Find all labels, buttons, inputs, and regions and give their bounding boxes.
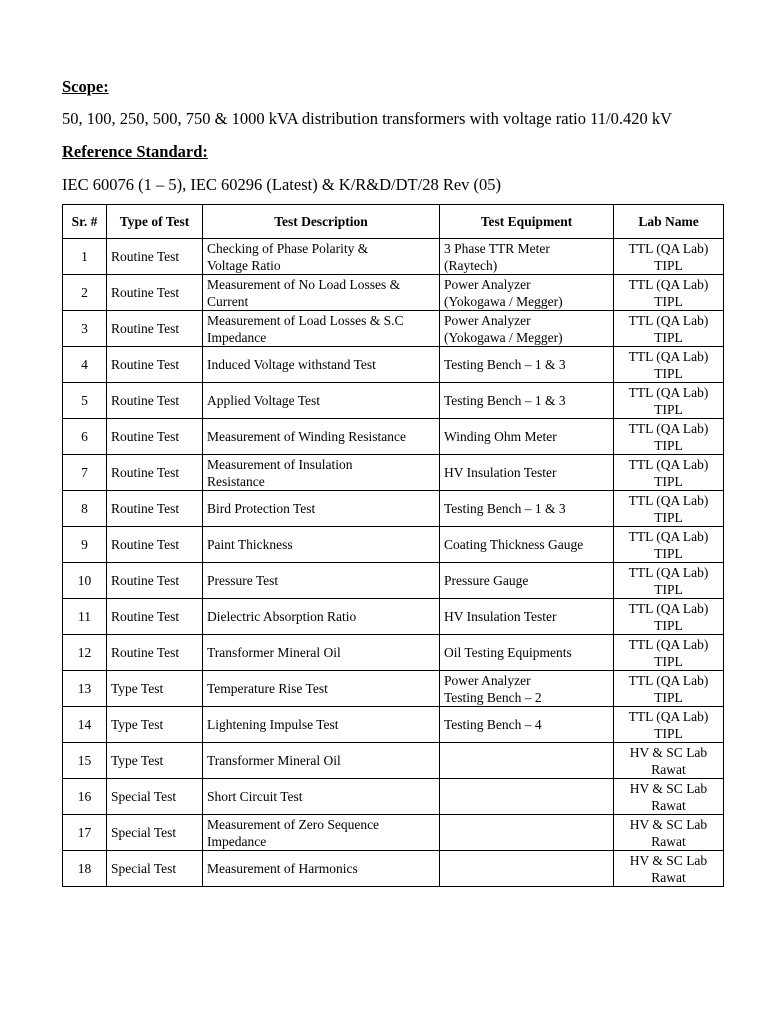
cell-type-of-test: Routine Test bbox=[107, 275, 203, 311]
cell-lab-name-line: TTL (QA Lab) bbox=[628, 312, 709, 328]
cell-type-of-test: Routine Test bbox=[107, 347, 203, 383]
cell-sr: 18 bbox=[63, 851, 107, 887]
table-row bbox=[63, 491, 724, 527]
cell-lab-name-line: TIPL bbox=[654, 401, 683, 417]
header-lab-name: Lab Name bbox=[614, 205, 724, 239]
cell-lab-name-line: TTL (QA Lab) bbox=[628, 348, 709, 364]
cell-sr: 13 bbox=[63, 671, 107, 707]
cell-type-of-test: Routine Test bbox=[107, 419, 203, 455]
cell-type-of-test: Routine Test bbox=[107, 635, 203, 671]
cell-type-of-test: Routine Test bbox=[107, 491, 203, 527]
cell-lab-name-line: HV & SC Lab bbox=[629, 852, 708, 868]
cell-test-description bbox=[203, 311, 440, 347]
cell-lab-name-line: TIPL bbox=[654, 545, 683, 561]
cell-test-equipment bbox=[440, 239, 614, 275]
cell-sr: 1 bbox=[63, 239, 107, 275]
cell-test-equipment-line: Power Analyzer bbox=[444, 312, 531, 328]
cell-test-equipment bbox=[440, 491, 614, 527]
cell-type-of-test: Type Test bbox=[107, 671, 203, 707]
table-row bbox=[63, 275, 724, 311]
cell-test-description-line: Temperature Rise Test bbox=[207, 681, 328, 696]
cell-test-equipment bbox=[440, 275, 614, 311]
cell-test-equipment-line: Power Analyzer bbox=[444, 276, 531, 292]
cell-lab-name bbox=[614, 311, 724, 347]
cell-sr: 9 bbox=[63, 527, 107, 563]
cell-lab-name bbox=[614, 491, 724, 527]
cell-lab-name-line: TIPL bbox=[654, 329, 683, 345]
cell-type-of-test: Routine Test bbox=[107, 455, 203, 491]
cell-test-equipment-line: (Yokogawa / Megger) bbox=[444, 293, 563, 309]
cell-test-equipment bbox=[440, 743, 614, 779]
table-header-row bbox=[63, 205, 724, 239]
cell-lab-name-line: TTL (QA Lab) bbox=[628, 708, 709, 724]
cell-lab-name-line: HV & SC Lab bbox=[629, 744, 708, 760]
cell-test-description bbox=[203, 347, 440, 383]
cell-type-of-test: Routine Test bbox=[107, 599, 203, 635]
table-row bbox=[63, 779, 724, 815]
table-row bbox=[63, 707, 724, 743]
cell-lab-name bbox=[614, 815, 724, 851]
cell-lab-name-line: TIPL bbox=[654, 473, 683, 489]
cell-type-of-test: Routine Test bbox=[107, 383, 203, 419]
cell-lab-name-line: TIPL bbox=[654, 365, 683, 381]
cell-lab-name bbox=[614, 743, 724, 779]
cell-lab-name bbox=[614, 419, 724, 455]
cell-sr: 8 bbox=[63, 491, 107, 527]
cell-sr: 10 bbox=[63, 563, 107, 599]
header-test-equipment: Test Equipment bbox=[440, 205, 614, 239]
table-row bbox=[63, 671, 724, 707]
cell-test-description bbox=[203, 455, 440, 491]
cell-test-equipment-line: Testing Bench – 1 & 3 bbox=[444, 357, 566, 372]
table-row bbox=[63, 599, 724, 635]
cell-test-equipment-line: 3 Phase TTR Meter bbox=[444, 240, 550, 256]
cell-test-equipment-line: Coating Thickness Gauge bbox=[444, 537, 584, 552]
table-row bbox=[63, 455, 724, 491]
header-sr: Sr. # bbox=[63, 205, 107, 239]
cell-test-equipment-line: Pressure Gauge bbox=[444, 573, 529, 588]
table-row bbox=[63, 311, 724, 347]
cell-type-of-test: Type Test bbox=[107, 743, 203, 779]
cell-lab-name bbox=[614, 635, 724, 671]
cell-test-description-line: Paint Thickness bbox=[207, 537, 293, 552]
cell-lab-name-line: TTL (QA Lab) bbox=[628, 672, 709, 688]
cell-test-description bbox=[203, 707, 440, 743]
header-test-description: Test Description bbox=[203, 205, 440, 239]
table-row bbox=[63, 527, 724, 563]
cell-sr: 6 bbox=[63, 419, 107, 455]
cell-test-description bbox=[203, 239, 440, 275]
cell-test-equipment-line: Testing Bench – 1 & 3 bbox=[444, 501, 566, 516]
cell-test-description bbox=[203, 563, 440, 599]
cell-lab-name-line: TTL (QA Lab) bbox=[628, 456, 709, 472]
cell-test-equipment bbox=[440, 671, 614, 707]
cell-test-description-line: Pressure Test bbox=[207, 573, 279, 588]
cell-lab-name bbox=[614, 779, 724, 815]
cell-test-description-line: Impedance bbox=[207, 833, 267, 849]
cell-lab-name bbox=[614, 599, 724, 635]
cell-test-description-line: Measurement of Insulation bbox=[207, 456, 353, 472]
cell-test-description bbox=[203, 743, 440, 779]
cell-test-description-line: Transformer Mineral Oil bbox=[207, 645, 341, 660]
cell-lab-name bbox=[614, 563, 724, 599]
cell-lab-name bbox=[614, 383, 724, 419]
cell-lab-name-line: TIPL bbox=[654, 581, 683, 597]
cell-test-description bbox=[203, 599, 440, 635]
cell-test-description-line: Impedance bbox=[207, 329, 267, 345]
cell-test-equipment-line: HV Insulation Tester bbox=[444, 465, 557, 480]
cell-sr: 11 bbox=[63, 599, 107, 635]
cell-test-equipment-line: (Yokogawa / Megger) bbox=[444, 329, 563, 345]
cell-type-of-test: Routine Test bbox=[107, 311, 203, 347]
cell-test-equipment-line: Testing Bench – 4 bbox=[444, 717, 542, 732]
table-row bbox=[63, 635, 724, 671]
cell-lab-name bbox=[614, 671, 724, 707]
cell-test-equipment-line: (Raytech) bbox=[444, 257, 498, 273]
test-table bbox=[62, 204, 724, 887]
table-row bbox=[63, 743, 724, 779]
cell-test-description-line: Voltage Ratio bbox=[207, 257, 281, 273]
cell-type-of-test: Special Test bbox=[107, 815, 203, 851]
cell-lab-name-line: TIPL bbox=[654, 689, 683, 705]
cell-lab-name-line: TTL (QA Lab) bbox=[628, 564, 709, 580]
cell-type-of-test: Routine Test bbox=[107, 239, 203, 275]
cell-sr: 5 bbox=[63, 383, 107, 419]
cell-sr: 12 bbox=[63, 635, 107, 671]
table-row bbox=[63, 383, 724, 419]
cell-test-equipment bbox=[440, 311, 614, 347]
cell-type-of-test: Routine Test bbox=[107, 563, 203, 599]
cell-test-description bbox=[203, 779, 440, 815]
cell-type-of-test: Special Test bbox=[107, 779, 203, 815]
cell-test-equipment bbox=[440, 851, 614, 887]
cell-test-equipment bbox=[440, 563, 614, 599]
cell-test-description-line: Transformer Mineral Oil bbox=[207, 753, 341, 768]
cell-test-description bbox=[203, 527, 440, 563]
table-row bbox=[63, 239, 724, 275]
cell-lab-name bbox=[614, 275, 724, 311]
cell-test-equipment bbox=[440, 383, 614, 419]
cell-lab-name bbox=[614, 851, 724, 887]
cell-test-description bbox=[203, 491, 440, 527]
cell-test-description-line: Measurement of Harmonics bbox=[207, 861, 358, 876]
cell-lab-name-line: HV & SC Lab bbox=[629, 816, 708, 832]
cell-test-description bbox=[203, 419, 440, 455]
cell-lab-name-line: TIPL bbox=[654, 617, 683, 633]
reference-standard-text: IEC 60076 (1 – 5), IEC 60296 (Latest) & K/R&D/DT/28 Rev (05) bbox=[62, 175, 502, 194]
table-body bbox=[63, 239, 724, 887]
cell-sr: 16 bbox=[63, 779, 107, 815]
cell-lab-name-line: TTL (QA Lab) bbox=[628, 420, 709, 436]
cell-test-equipment-line: Oil Testing Equipments bbox=[444, 645, 572, 660]
cell-test-description-line: Current bbox=[207, 293, 249, 309]
header-type-of-test: Type of Test bbox=[107, 205, 203, 239]
cell-test-description bbox=[203, 671, 440, 707]
cell-lab-name-line: TTL (QA Lab) bbox=[628, 384, 709, 400]
cell-type-of-test: Type Test bbox=[107, 707, 203, 743]
cell-test-equipment bbox=[440, 707, 614, 743]
table-row bbox=[63, 563, 724, 599]
cell-test-equipment bbox=[440, 779, 614, 815]
cell-lab-name-line: TTL (QA Lab) bbox=[628, 600, 709, 616]
cell-test-description bbox=[203, 851, 440, 887]
cell-lab-name-line: Rawat bbox=[651, 797, 686, 813]
cell-type-of-test: Special Test bbox=[107, 851, 203, 887]
cell-test-description-line: Measurement of Load Losses & S.C bbox=[207, 312, 404, 328]
cell-lab-name bbox=[614, 527, 724, 563]
cell-lab-name bbox=[614, 707, 724, 743]
cell-test-equipment-line: Testing Bench – 1 & 3 bbox=[444, 393, 566, 408]
cell-lab-name-line: TIPL bbox=[654, 293, 683, 309]
cell-lab-name-line: TIPL bbox=[654, 437, 683, 453]
cell-lab-name-line: TTL (QA Lab) bbox=[628, 240, 709, 256]
cell-test-description bbox=[203, 815, 440, 851]
cell-sr: 3 bbox=[63, 311, 107, 347]
cell-test-description-line: Measurement of Zero Sequence bbox=[207, 816, 380, 832]
cell-sr: 15 bbox=[63, 743, 107, 779]
cell-test-description-line: Measurement of No Load Losses & bbox=[207, 276, 401, 292]
cell-test-equipment bbox=[440, 635, 614, 671]
cell-test-description-line: Resistance bbox=[207, 473, 265, 489]
table-row bbox=[63, 347, 724, 383]
cell-lab-name-line: TTL (QA Lab) bbox=[628, 636, 709, 652]
cell-test-description-line: Lightening Impulse Test bbox=[207, 717, 339, 732]
cell-test-description bbox=[203, 275, 440, 311]
cell-lab-name bbox=[614, 239, 724, 275]
cell-lab-name bbox=[614, 347, 724, 383]
cell-lab-name-line: TTL (QA Lab) bbox=[628, 492, 709, 508]
scope-heading: Scope: bbox=[62, 77, 109, 96]
cell-lab-name-line: TTL (QA Lab) bbox=[628, 276, 709, 292]
cell-lab-name-line: Rawat bbox=[651, 869, 686, 885]
cell-test-equipment bbox=[440, 815, 614, 851]
cell-test-description-line: Dielectric Absorption Ratio bbox=[207, 609, 357, 624]
cell-test-equipment-line: Power Analyzer bbox=[444, 672, 531, 688]
cell-test-equipment bbox=[440, 419, 614, 455]
cell-lab-name-line: Rawat bbox=[651, 761, 686, 777]
cell-test-equipment bbox=[440, 527, 614, 563]
table-row bbox=[63, 815, 724, 851]
cell-lab-name-line: TIPL bbox=[654, 653, 683, 669]
cell-sr: 7 bbox=[63, 455, 107, 491]
cell-lab-name-line: TIPL bbox=[654, 509, 683, 525]
cell-sr: 14 bbox=[63, 707, 107, 743]
table-row bbox=[63, 851, 724, 887]
cell-test-description-line: Applied Voltage Test bbox=[207, 393, 321, 408]
cell-sr: 4 bbox=[63, 347, 107, 383]
reference-standard-heading: Reference Standard: bbox=[62, 142, 208, 161]
cell-test-equipment bbox=[440, 455, 614, 491]
cell-test-description-line: Measurement of Winding Resistance bbox=[207, 429, 407, 444]
cell-test-description-line: Bird Protection Test bbox=[207, 501, 316, 516]
table-row bbox=[63, 419, 724, 455]
cell-lab-name-line: TIPL bbox=[654, 257, 683, 273]
cell-test-equipment bbox=[440, 599, 614, 635]
cell-test-description bbox=[203, 383, 440, 419]
cell-test-description-line: Checking of Phase Polarity & bbox=[207, 240, 369, 256]
cell-test-description-line: Induced Voltage withstand Test bbox=[207, 357, 376, 372]
cell-test-description bbox=[203, 635, 440, 671]
cell-test-equipment-line: Winding Ohm Meter bbox=[444, 429, 557, 444]
cell-lab-name-line: TTL (QA Lab) bbox=[628, 528, 709, 544]
cell-test-description-line: Short Circuit Test bbox=[207, 789, 303, 804]
cell-lab-name-line: Rawat bbox=[651, 833, 686, 849]
cell-lab-name-line: HV & SC Lab bbox=[629, 780, 708, 796]
scope-text: 50, 100, 250, 500, 750 & 1000 kVA distribution transformers with voltage ratio 11/0.420 kV bbox=[62, 109, 673, 128]
cell-type-of-test: Routine Test bbox=[107, 527, 203, 563]
cell-sr: 2 bbox=[63, 275, 107, 311]
cell-test-equipment bbox=[440, 347, 614, 383]
cell-test-equipment-line: Testing Bench – 2 bbox=[444, 689, 542, 705]
cell-test-equipment-line: HV Insulation Tester bbox=[444, 609, 557, 624]
cell-lab-name bbox=[614, 455, 724, 491]
cell-lab-name-line: TIPL bbox=[654, 725, 683, 741]
cell-sr: 17 bbox=[63, 815, 107, 851]
